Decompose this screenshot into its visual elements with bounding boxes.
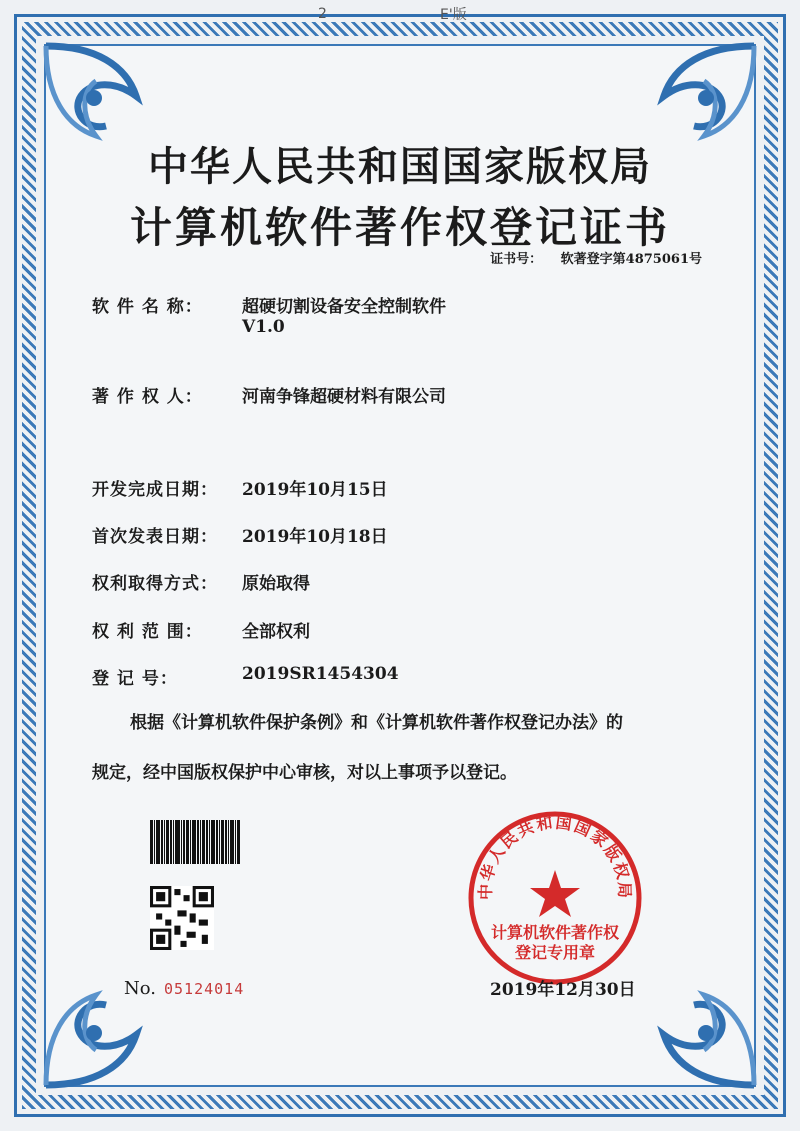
field-value: 原始取得: [242, 574, 310, 594]
field-label: 软 件 名 称：: [92, 297, 203, 317]
field-acquisition-method: [92, 569, 310, 594]
statement-line-2: 规定，经中国版权保护中心审核，对以上事项予以登记。: [92, 763, 517, 783]
handwritten-page-mark: 2: [318, 6, 327, 22]
certificate-number-value: 软著登字第4875061号: [560, 252, 702, 267]
corner-ornament-bottom-left: [36, 945, 186, 1095]
issue-date: 2019年12月30日: [490, 980, 636, 1000]
serial-label: No.: [124, 978, 156, 999]
field-value: 2019SR1454304: [242, 664, 399, 684]
handwritten-corner-mark: E'版: [440, 7, 467, 23]
field-development-date: [92, 475, 388, 500]
field-software-name: [92, 292, 446, 337]
seal-ring-path-text: 中华人民共和国国家版权局: [475, 812, 635, 901]
certificate-number: [490, 248, 702, 267]
serial-value: 05124014: [164, 980, 245, 998]
field-label: 著 作 权 人：: [92, 387, 203, 407]
field-label: 首次发表日期：: [92, 527, 218, 547]
field-value: 2019年10月15日: [242, 480, 388, 500]
barcode: [150, 820, 268, 864]
field-value: 全部权利: [242, 622, 310, 642]
serial-number: [124, 978, 244, 999]
statement: [92, 698, 722, 798]
field-label: 权利取得方式：: [92, 574, 218, 594]
field-rights-scope: [92, 617, 310, 642]
statement-line-1: 根据《计算机软件保护条例》和《计算机软件著作权登记办法》的: [130, 713, 623, 733]
qr-code: [150, 886, 214, 950]
field-value-group: [242, 292, 446, 337]
field-value: 2019年10月18日: [242, 527, 388, 547]
field-copyright-owner: [92, 382, 446, 407]
seal-center-line-1: 计算机软件著作权: [490, 923, 620, 942]
official-seal: [465, 808, 645, 988]
seal-center-line-2: 登记专用章: [514, 943, 596, 962]
field-label: 开发完成日期：: [92, 480, 218, 500]
issuer-title: 中华人民共和国国家版权局: [148, 143, 652, 190]
field-label: 权 利 范 围：: [92, 622, 203, 642]
certificate-title: 计算机软件著作权登记证书: [129, 203, 670, 252]
field-value: 超硬切割设备安全控制软件: [242, 297, 446, 317]
field-value: 河南争锋超硬材料有限公司: [242, 387, 446, 407]
field-label: 登 记 号：: [92, 669, 178, 689]
certificate-number-label: 证书号：: [490, 252, 543, 267]
field-publication-date: [92, 522, 388, 547]
field-registration-number: [92, 664, 399, 689]
field-value-version: V1.0: [242, 317, 285, 337]
